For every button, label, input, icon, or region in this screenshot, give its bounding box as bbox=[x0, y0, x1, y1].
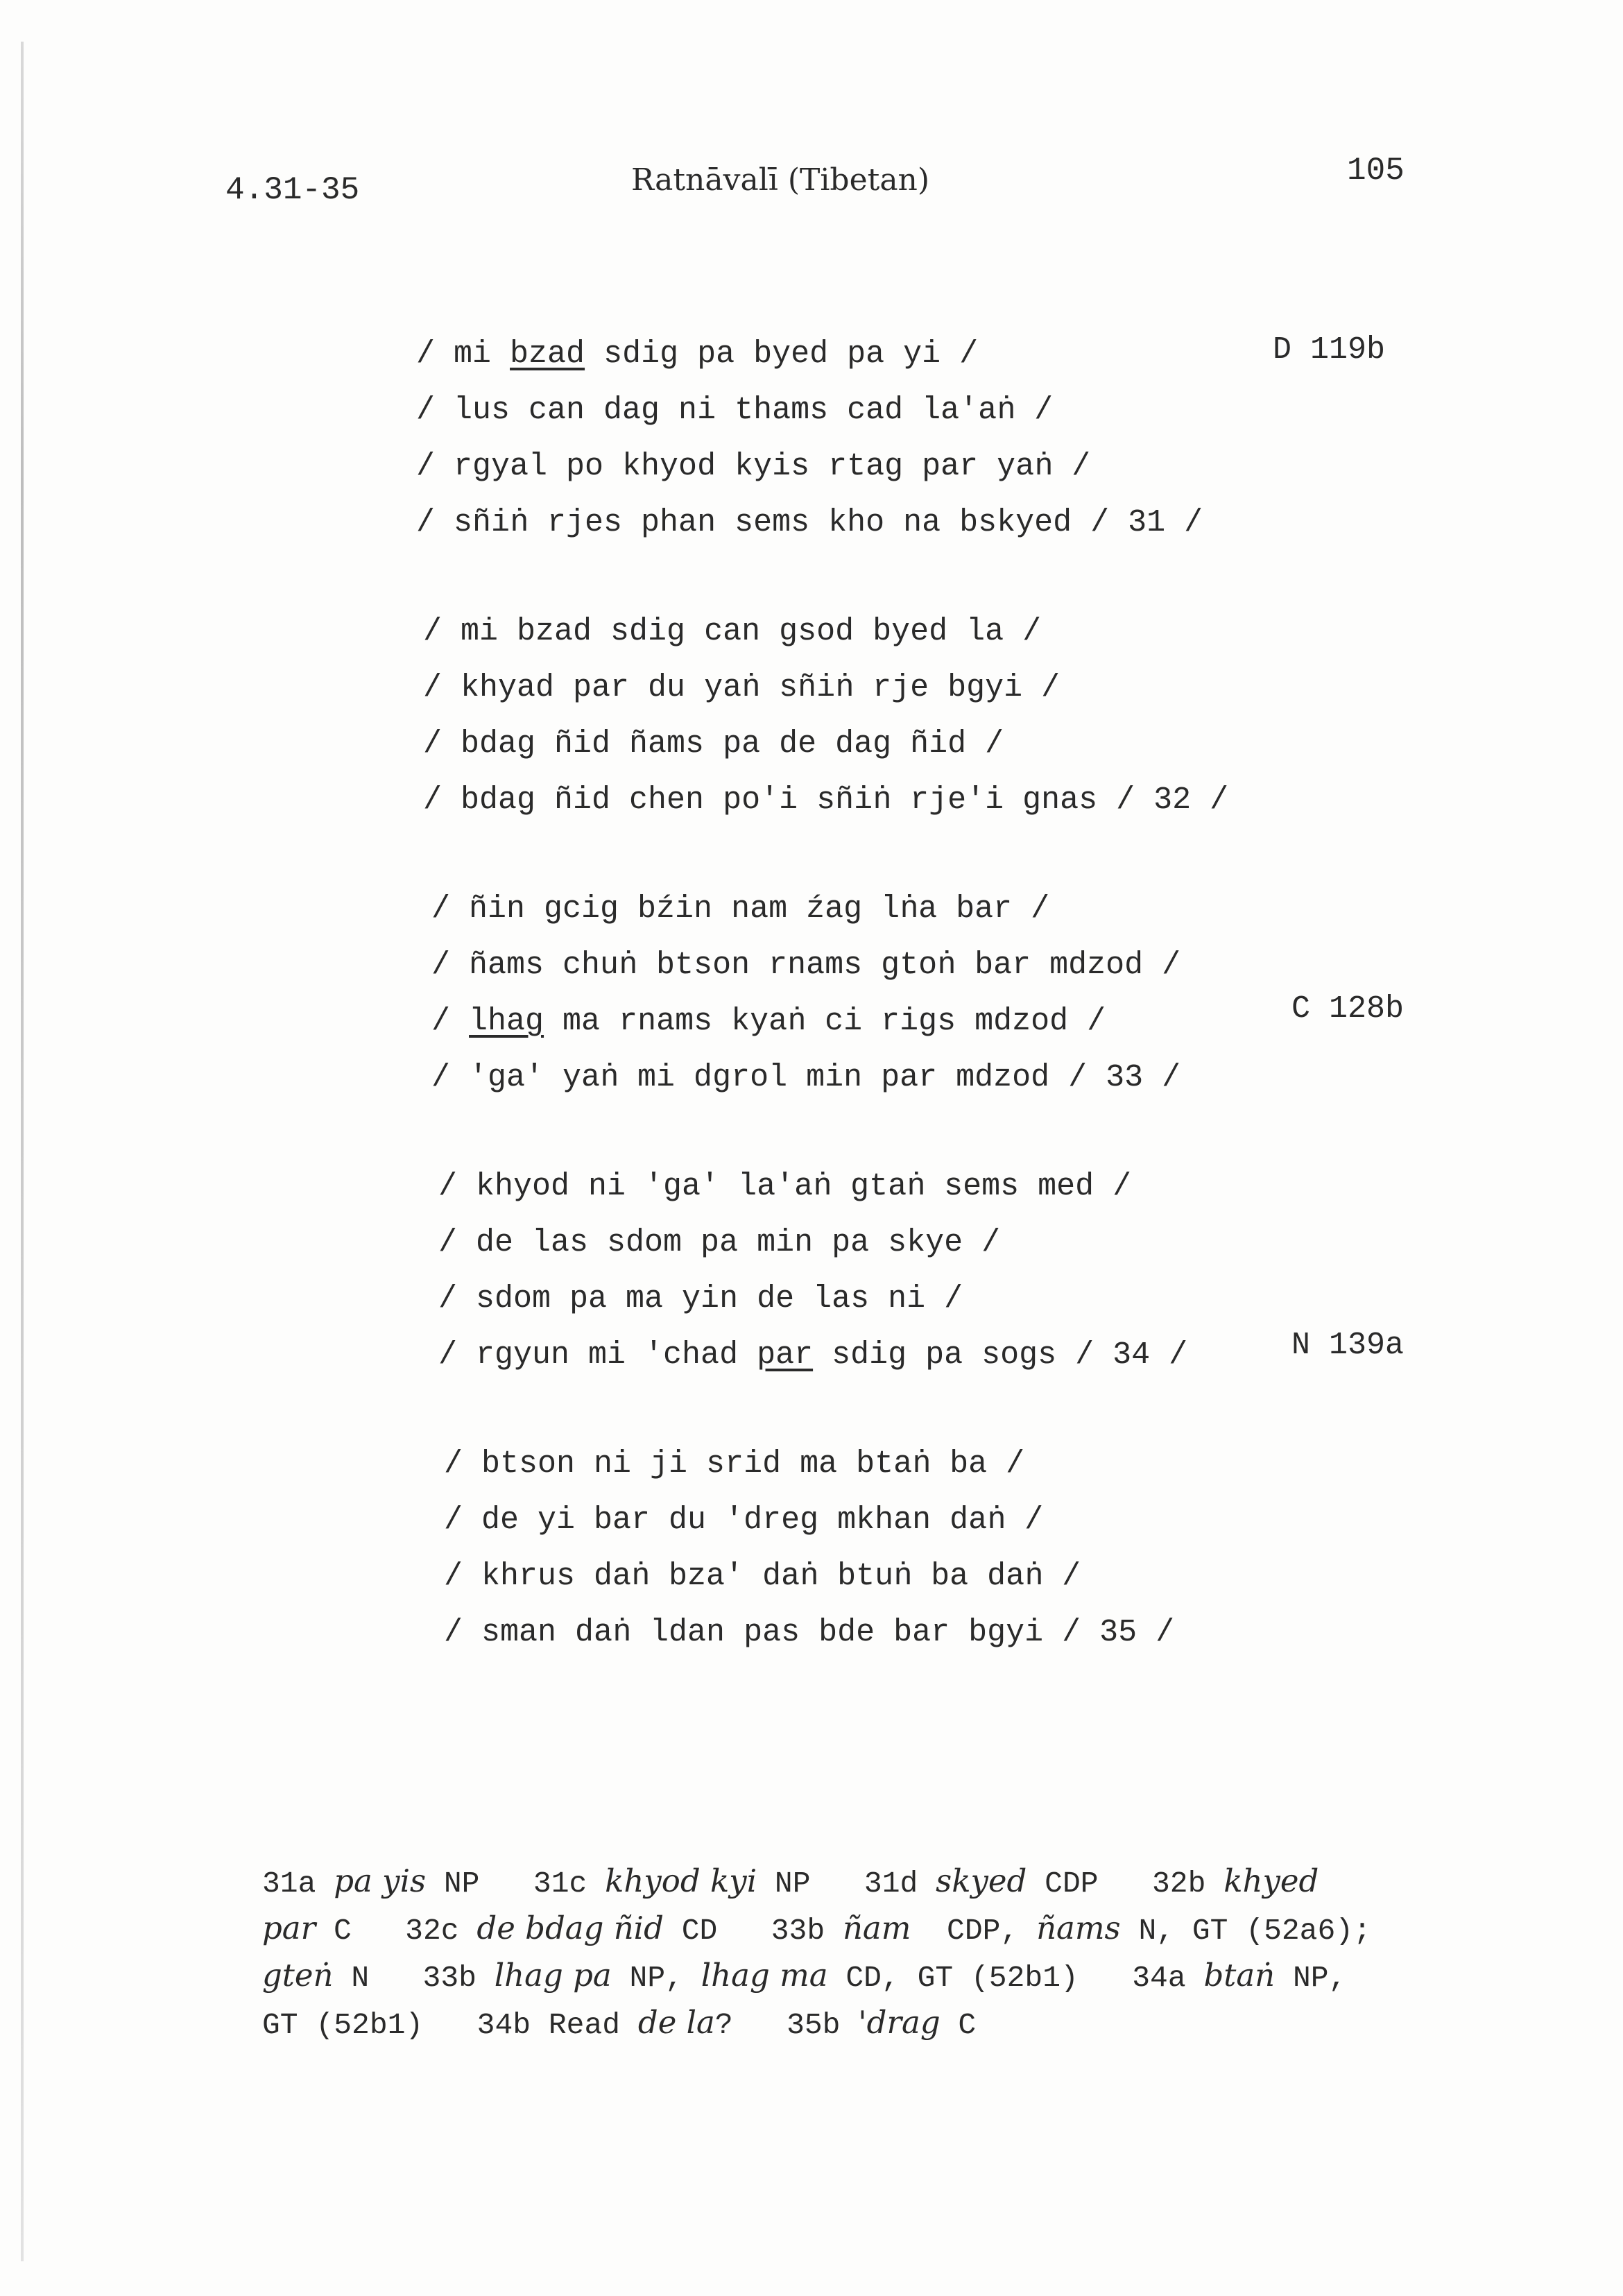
verse-line bbox=[416, 438, 1457, 495]
stanza-34 bbox=[438, 1158, 1479, 1383]
apparatus-line bbox=[262, 1906, 1441, 1953]
underlined-word: par bbox=[757, 1337, 814, 1373]
verse-text: / ñin gcig bźin nam źag lṅa bar / bbox=[431, 891, 1050, 927]
variant-reading: par bbox=[262, 1910, 316, 1946]
verse-text: / khrus daṅ bza' daṅ btuṅ ba daṅ / bbox=[444, 1559, 1081, 1594]
verse-text: / 'ga' yaṅ mi dgrol min par mdzod / 33 / bbox=[431, 1060, 1181, 1095]
verse-line bbox=[423, 716, 1463, 772]
variant-reading: de bdag ñid bbox=[476, 1910, 664, 1946]
verse-text: / bdag ñid ñams pa de dag ñid / bbox=[423, 726, 1004, 762]
note-text: ? 35b bbox=[714, 2008, 859, 2042]
verse-text: / btson ni ji srid ma btaṅ ba / bbox=[444, 1446, 1025, 1482]
verse-line bbox=[438, 1158, 1479, 1215]
verse-line bbox=[438, 1271, 1479, 1327]
verse-line bbox=[444, 1604, 1484, 1661]
stanza-33 bbox=[431, 881, 1472, 1106]
variant-reading: 'drag bbox=[858, 2004, 941, 2041]
verse-text: / mi bzad sdig can gsod byed la / bbox=[423, 614, 1042, 649]
verse-text: / khyad par du yaṅ sñiṅ rje bgyi / bbox=[423, 670, 1060, 705]
verse-line bbox=[416, 382, 1457, 438]
verse-text: / mi bbox=[416, 336, 510, 372]
verse-line bbox=[431, 1050, 1472, 1106]
verse-line bbox=[444, 1436, 1484, 1492]
note-text: NP, bbox=[611, 1961, 701, 1995]
verse-line bbox=[423, 772, 1463, 828]
manuscript-siglum: N 139a bbox=[1291, 1328, 1405, 1363]
verse-text: / de las sdom pa min pa skye / bbox=[438, 1225, 1001, 1260]
page-edge-shadow bbox=[21, 42, 24, 2261]
verse-line bbox=[444, 1492, 1484, 1548]
verse-text: / lus can dag ni thams cad la'aṅ / bbox=[416, 393, 1054, 428]
note-text: NP 31c bbox=[426, 1867, 606, 1901]
verse-line bbox=[416, 495, 1457, 551]
verse-text: sdig pa sogs / 34 / bbox=[813, 1337, 1188, 1373]
note-text: C 32c bbox=[316, 1914, 477, 1948]
manuscript-siglum: C 128b bbox=[1291, 991, 1405, 1027]
page-title: Ratnāvalī (Tibetan) bbox=[631, 162, 930, 198]
verse-text: / sdom pa ma yin de las ni / bbox=[438, 1281, 963, 1317]
variant-reading: ñam bbox=[842, 1910, 911, 1946]
variant-reading: lhag pa bbox=[494, 1957, 612, 1994]
stanza-32 bbox=[423, 603, 1463, 828]
variant-reading: pa yis bbox=[334, 1862, 427, 1899]
verse-line bbox=[438, 1215, 1479, 1271]
variant-reading: khyed bbox=[1223, 1862, 1319, 1899]
stanza-31 bbox=[416, 326, 1457, 551]
critical-apparatus bbox=[262, 1859, 1441, 2048]
verse-text: / de yi bar du 'dreg mkhan daṅ / bbox=[444, 1502, 1044, 1538]
variant-reading: ñams bbox=[1036, 1910, 1121, 1946]
note-text: GT (52b1) 34b Read bbox=[262, 2008, 638, 2042]
note-text: CDP, bbox=[911, 1914, 1037, 1948]
verse-text: / sman daṅ ldan pas bde bar bgyi / 35 / bbox=[444, 1615, 1175, 1650]
verse-line bbox=[431, 881, 1472, 937]
verse-block bbox=[416, 326, 1457, 1713]
verse-line bbox=[444, 1548, 1484, 1604]
verse-text: / khyod ni 'ga' la'aṅ gtaṅ sems med / bbox=[438, 1169, 1132, 1204]
verse-text: sdig pa byed pa yi / bbox=[585, 336, 979, 372]
stanza-35 bbox=[444, 1436, 1484, 1661]
verse-text: / bbox=[431, 1004, 470, 1039]
note-text: N 33b bbox=[333, 1961, 495, 1995]
note-text: N, GT (52a6); bbox=[1120, 1914, 1371, 1948]
page-number: 105 bbox=[1347, 153, 1405, 189]
verse-text: / bdag ñid chen po'i sñiṅ rje'i gnas / 32 / bbox=[423, 782, 1229, 818]
underlined-word: lhag bbox=[469, 1004, 544, 1039]
verse-text: ma rnams kyaṅ ci rigs mdzod / bbox=[544, 1004, 1106, 1039]
verse-line bbox=[423, 660, 1463, 716]
note-text: C bbox=[940, 2008, 977, 2042]
variant-reading: gteṅ bbox=[262, 1957, 334, 1994]
variant-reading: khyod kyi bbox=[605, 1862, 757, 1899]
apparatus-line bbox=[262, 1859, 1441, 1906]
verse-text: / ñams chuṅ btson rnams gtoṅ bar mdzod / bbox=[431, 948, 1181, 983]
apparatus-line bbox=[262, 1953, 1441, 2001]
verse-text: / rgyun mi 'chad bbox=[438, 1337, 757, 1373]
variant-reading: lhag ma bbox=[701, 1957, 828, 1994]
verse-line bbox=[423, 603, 1463, 660]
variant-reading: skyed bbox=[936, 1862, 1027, 1899]
manuscript-siglum: D 119b bbox=[1273, 332, 1386, 368]
note-text: NP 31d bbox=[757, 1867, 936, 1901]
page-header bbox=[0, 153, 1623, 208]
underlined-word: bzad bbox=[510, 336, 585, 372]
variant-reading: btaṅ bbox=[1203, 1957, 1276, 1994]
variant-reading: de la bbox=[637, 2004, 715, 2041]
verse-text: / sñiṅ rjes phan sems kho na bskyed / 31 / bbox=[416, 505, 1203, 540]
apparatus-line bbox=[262, 2001, 1441, 2048]
note-text: CDP 32b bbox=[1027, 1867, 1224, 1901]
note-text: CD, GT (52b1) 34a bbox=[827, 1961, 1204, 1995]
verse-text: / rgyal po khyod kyis rtag par yaṅ / bbox=[416, 449, 1091, 484]
section-reference: 4.31-35 bbox=[225, 172, 360, 208]
note-text: NP, bbox=[1275, 1961, 1347, 1995]
note-text: 31a bbox=[262, 1867, 334, 1901]
note-text: CD 33b bbox=[663, 1914, 843, 1948]
